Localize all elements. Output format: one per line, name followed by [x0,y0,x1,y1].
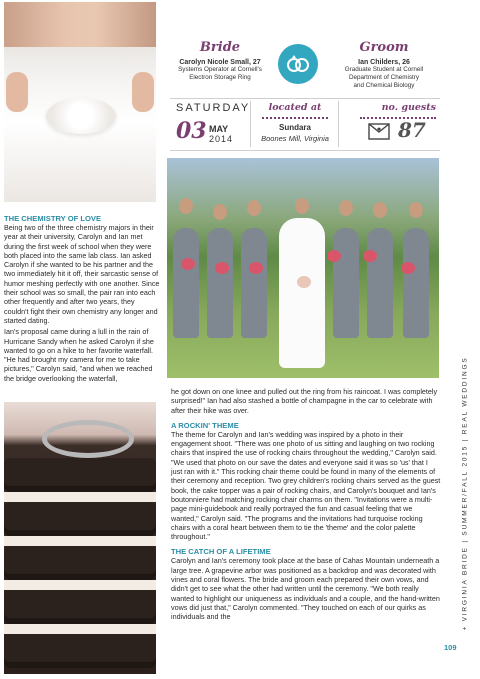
date-block [176,118,207,144]
bridal-party-photo [167,158,439,378]
divider-bottom [170,150,440,151]
love-paragraph-2-cont: he got down on one knee and pulled out the ring from his raincoat. I was completely surprised!" Ian had also stashed a bottle of champagne in the car to celebrate with after their hike was over. [171,387,438,415]
love-paragraph-1: Being two of the three chemistry majors in their year at their university, Carolyn and Ian met during the first week of school when they were both placed into the same lab class. Ian asked Carolyn if she wanted to be his partner and the two immediately hit it off, their sarcastic sense of humor meshing perfectly with one another. Since their school was so small, the pair ran into each other frequently and after two years, they couldn't fight their own chemistry any longer and started dating. [4,223,160,325]
venue-name: Sundara [278,123,311,132]
rings-icon [278,44,318,84]
heading-theme: A ROCKIN' THEME [171,420,239,430]
bride-info [170,40,270,82]
date-day: 03 [176,118,207,144]
column-left [4,214,160,385]
bride-desc-1: Systems Operator at Cornell's [178,66,262,73]
love-paragraph-2: Ian's proposal came during a lull in the rain of Hurricane Sandy when he asked Carolyn if she wanted to go on a hike to her favorite waterfall. "He had brought my camera for me to take pictures," Carolyn said, "and when we reached the bridge overlooking the waterfall, [4,327,154,383]
venue-city: Boones Mill, Virginia [261,134,329,143]
envelope-icon [368,123,390,145]
bride-label: Bride [199,40,241,55]
catch-paragraph: Carolyn and Ian's ceremony took place at the base of Cahas Mountain underneath a large tree. A grapevine arbor was positioned as a backdrop and was decorated with vines and coral flowers. The bride and groom each prepared their own vows, and didn't get to see what the other had written until the ceremony. "We both really wanted to highlight our uniqueness as individuals and a couple, and the hand-written vows did just that," Carolyn commented. "They touched on each of our quirks as individuals and the [171,556,440,622]
divider-top [170,98,440,99]
heading-chemistry: THE CHEMISTRY OF LOVE [4,214,102,223]
date-month: MAY [209,124,229,134]
groom-desc-1: Graduate Student at Cornell [344,66,424,73]
guests-label: no. guests [381,102,436,113]
groom-desc-3: and Chemical Biology [353,82,415,89]
bride-name: Carolyn Nicole Small, 27 [179,59,261,66]
sidebar-running-head [455,340,475,670]
guests-count: 87 [398,118,426,142]
column-right [171,387,441,624]
date-weekday: SATURDAY [176,102,251,114]
bride-dress-photo [4,2,156,202]
groom-info [325,40,443,90]
heading-catch: THE CATCH OF A LIFETIME [171,547,271,557]
page-number: 109 [444,643,457,652]
divider-v2 [338,101,339,147]
ring-oreo-photo [4,402,156,674]
bride-desc-2: Electron Storage Ring [189,74,251,81]
location-label: located at [268,102,322,113]
location-dots [262,117,328,119]
groom-desc-2: Department of Chemistry [349,74,419,81]
sidebar-text: + VIRGINIA BRIDE | SUMMER/FALL 2015 | REAL WEDDINGS [461,356,469,631]
groom-name: Ian Childers, 26 [358,59,410,66]
date-year: 2014 [209,134,234,144]
groom-label: Groom [359,40,409,55]
theme-paragraph: The theme for Carolyn and Ian's wedding was inspired by a photo in their engagement shoot. "There was one photo of us sitting and laughing on two rocking chairs that inspired the use of rocking chairs throughout the wedding," Carolyn said. "We used that photo on our save the dates and everyone said it was so 'us' that I just ran with it." This rocking chair theme could be found in many of the elements of their ceremony and reception. Two grey children's rocking chairs served as the guest book, the cake topper was a pair of rocking chairs, and Carolyn's bouquet and Ian's boutonniere had matching rocking chair charms on them. "Invitations were a multi-page mini-guidebook and really portrayed the fun and casual feeling that we wanted," Carolyn said. "The programs and the invitations had turquoise rocking chairs with a coral heart between them to tie the 'theme' and the color palette throughout." [171,429,441,542]
